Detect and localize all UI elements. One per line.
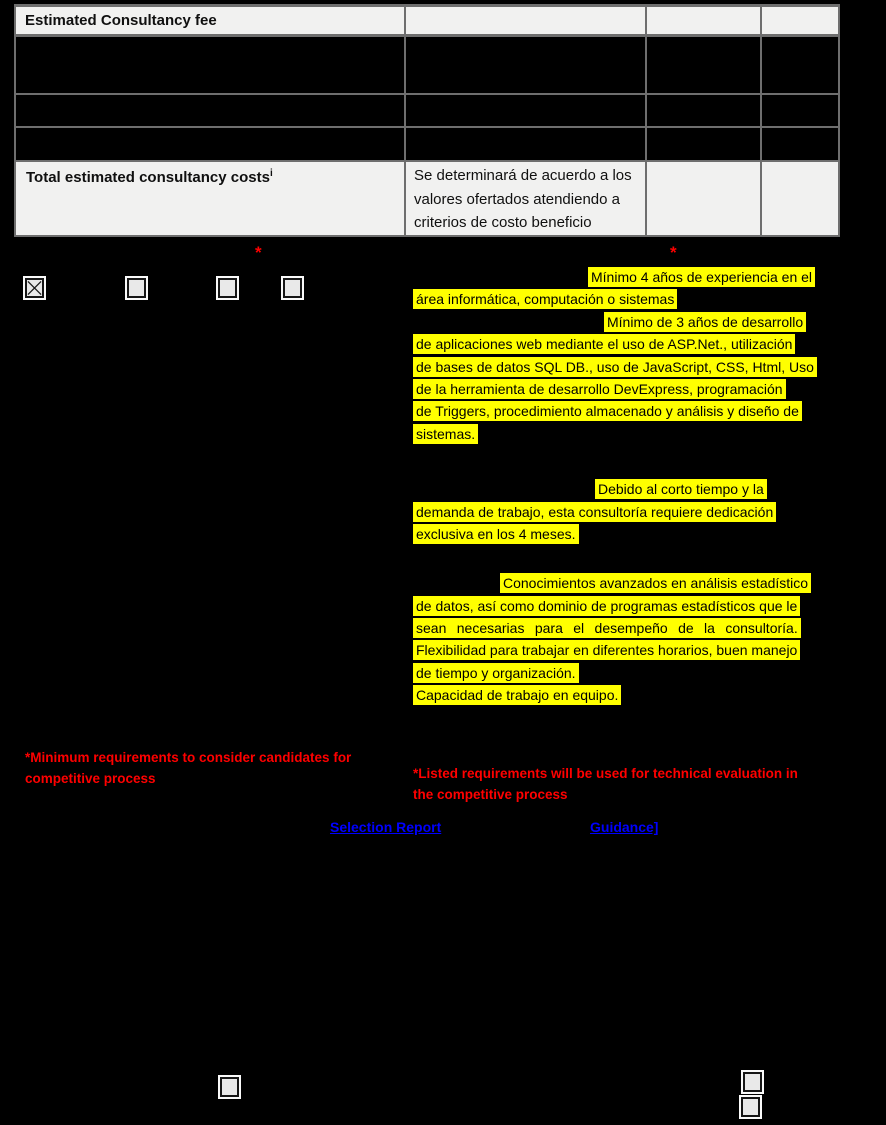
option-checkbox-2[interactable]	[127, 278, 146, 298]
bottom-checkbox-3[interactable]	[741, 1097, 760, 1117]
bottom-checkbox-2[interactable]	[743, 1072, 762, 1092]
requirement-line: Capacidad de trabajo en equipo.	[413, 687, 843, 709]
requirement-line: de bases de datos SQL DB., uso de JavaScript, CSS, Html, Uso	[413, 359, 843, 381]
requirement-line: Mínimo 4 años de experiencia en el	[413, 269, 843, 291]
option-checkbox-3[interactable]	[218, 278, 237, 298]
requirement-line: demanda de trabajo, esta consultoría requiere dedicación	[413, 504, 843, 526]
fee-blank-row-2	[15, 94, 839, 127]
total-label-cell	[15, 161, 405, 236]
option-checkbox-4[interactable]	[283, 278, 302, 298]
requirement-line: Debido al corto tiempo y la	[413, 481, 843, 503]
fee-header-empty-cell-3	[761, 6, 839, 36]
required-asterisk-left: *	[255, 243, 262, 262]
fee-header-empty-cell-2	[646, 6, 761, 36]
requirement-line: de tiempo y organización.	[413, 665, 843, 687]
fee-header-label: Estimated Consultancy fee	[25, 12, 217, 29]
footnote-marker: i	[269, 168, 273, 179]
requirement-line: Conocimientos avanzados en análisis estadístico	[413, 575, 843, 597]
required-asterisk-right: *	[670, 243, 677, 262]
fee-table	[14, 4, 840, 237]
requirements-gap	[413, 548, 843, 575]
note-line: *Listed requirements will be used for technical evaluation in	[413, 766, 798, 781]
requirement-line: sistemas.	[413, 426, 843, 448]
note-line: competitive process	[25, 771, 156, 786]
requirement-line: sean necesarias para el desempeño de la consultoría.	[413, 620, 843, 642]
total-costs-label: Total estimated consultancy costs$^i$	[26, 168, 273, 186]
check-x-icon	[27, 280, 42, 296]
requirement-line: Mínimo de 3 años de desarrollo	[413, 314, 843, 336]
requirement-line: de la herramienta de desarrollo DevExpress, programación	[413, 381, 843, 403]
note-line: the competitive process	[413, 787, 568, 802]
requirement-line: de Triggers, procedimiento almacenado y análisis y diseño de	[413, 403, 843, 425]
fee-total-row	[15, 161, 839, 236]
total-empty-cell-2	[761, 161, 839, 236]
fee-blank-row-1	[15, 36, 839, 95]
requirement-line: Flexibilidad para trabajar en diferentes horarios, buen manejo	[413, 642, 843, 664]
selection-report-link[interactable]: Selection Report	[330, 819, 442, 835]
requirement-line: exclusiva en los 4 meses.	[413, 526, 843, 548]
total-empty-cell-1	[646, 161, 761, 236]
bottom-checkbox-1[interactable]	[220, 1077, 239, 1097]
fee-blank-row-3	[15, 127, 839, 161]
requirements-block	[413, 269, 843, 710]
total-determination-text: Se determinará de acuerdo a los valores ofertados atendiendo a criterios de costo beneficio	[414, 167, 632, 231]
total-value-cell	[405, 161, 646, 236]
fee-header-cell	[15, 6, 405, 36]
fee-table-header-row	[15, 6, 839, 36]
minimum-requirements-note	[25, 747, 351, 789]
requirement-line: área informática, computación o sistemas	[413, 291, 843, 313]
requirement-line: de datos, así como dominio de programas estadísticos que le	[413, 598, 843, 620]
technical-evaluation-note	[413, 763, 798, 805]
option-checkbox-1[interactable]	[25, 278, 44, 298]
guidance-link[interactable]: Guidance]	[590, 819, 659, 835]
requirements-gap	[413, 448, 843, 481]
fee-header-empty-cell-1	[405, 6, 646, 36]
requirement-line: de aplicaciones web mediante el uso de ASP.Net., utilización	[413, 336, 843, 358]
note-line: *Minimum requirements to consider candidates for	[25, 750, 352, 765]
